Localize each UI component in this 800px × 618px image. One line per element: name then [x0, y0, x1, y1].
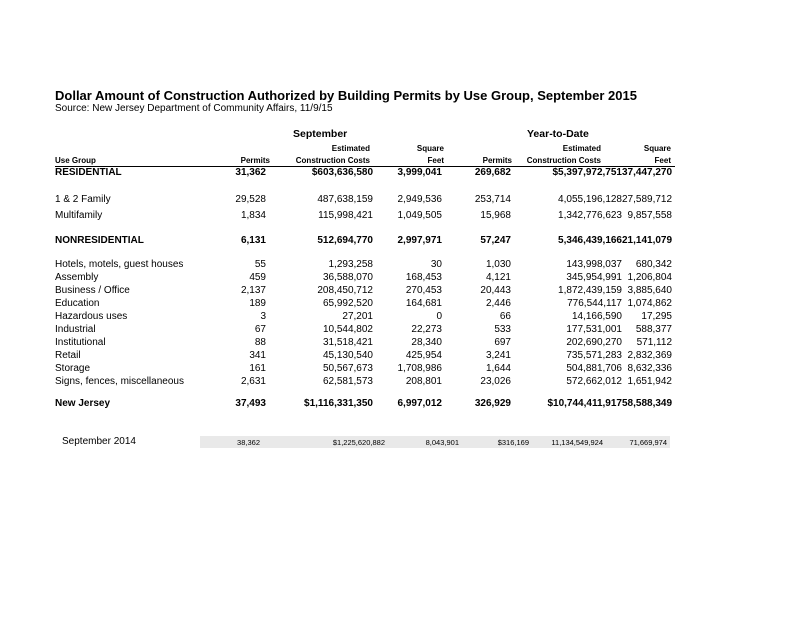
row-label: Assembly — [55, 272, 99, 283]
cell-ytd-sqft: 1,206,804 — [627, 272, 672, 283]
cell-permits: 55 — [254, 259, 266, 270]
cell-ytd-permits: 66 — [499, 311, 511, 322]
group-header-september: September — [293, 128, 348, 140]
cell-ytd-permits: 697 — [494, 337, 511, 348]
cell-sqft: 425,954 — [405, 350, 442, 361]
cell-ytd-cost: $10,744,411,917 — [547, 398, 622, 409]
table-row — [55, 376, 675, 390]
header-ytd-est-top: Estimated — [562, 144, 601, 153]
cell-cost: 65,992,520 — [322, 298, 373, 309]
cell-cost: 45,130,540 — [322, 350, 373, 361]
cell-ytd-permits: 15,968 — [480, 210, 511, 221]
cell-ytd-permits: 533 — [494, 324, 511, 335]
row-label: 1 & 2 Family — [55, 194, 111, 205]
cell-ytd-permits: 23,026 — [480, 376, 511, 387]
cell-cost: 512,694,770 — [317, 235, 373, 246]
cell-permits: 2,631 — [240, 376, 266, 387]
cell-cost: 31,518,421 — [322, 337, 373, 348]
cell-ytd-sqft: 3,885,640 — [627, 285, 672, 296]
header-ytd-sq-bottom: Feet — [654, 156, 671, 165]
cell-ytd-sqft: 8,632,336 — [627, 363, 672, 374]
table-row — [55, 285, 675, 299]
cell-cost: 115,998,421 — [318, 210, 373, 221]
cell-ytd-sqft: 17,295 — [641, 311, 672, 322]
cell-ytd-cost: 202,690,270 — [566, 337, 622, 348]
table-row — [55, 350, 675, 364]
comparison-ytd-sqft: 71,669,974 — [629, 438, 667, 447]
cell-ytd-cost: 504,881,706 — [566, 363, 622, 374]
report-source: Source: New Jersey Department of Community Affairs, 11/9/15 — [55, 103, 333, 114]
row-label: RESIDENTIAL — [55, 167, 122, 178]
cell-sqft: 6,997,012 — [397, 398, 442, 409]
cell-permits: 31,362 — [235, 167, 266, 178]
cell-ytd-sqft: 21,141,079 — [622, 235, 673, 246]
comparison-cost: $1,225,620,882 — [332, 438, 385, 447]
comparison-ytd-cost: 11,134,549,924 — [551, 438, 603, 447]
cell-ytd-permits: 1,030 — [485, 259, 511, 270]
header-est-top: Estimated — [331, 144, 370, 153]
cell-permits: 341 — [249, 350, 266, 361]
cell-permits: 2,137 — [240, 285, 266, 296]
cell-cost: $603,636,580 — [311, 167, 373, 178]
cell-permits: 3 — [260, 311, 266, 322]
cell-ytd-sqft: 27,589,712 — [622, 194, 673, 205]
table-row — [55, 363, 675, 377]
cell-ytd-sqft: 680,342 — [635, 259, 672, 270]
header-ytd-est-bottom: Construction Costs — [526, 156, 601, 165]
cell-cost: 50,567,673 — [322, 363, 373, 374]
cell-ytd-cost: $5,397,972,751 — [552, 167, 622, 178]
cell-cost: 1,293,258 — [328, 259, 373, 270]
header-permits: Permits — [240, 156, 270, 165]
cell-sqft: 164,681 — [405, 298, 442, 309]
table-row — [55, 167, 675, 181]
cell-sqft: 0 — [436, 311, 442, 322]
cell-sqft: 1,049,505 — [397, 210, 442, 221]
table-row — [55, 235, 675, 249]
cell-sqft: 1,708,986 — [397, 363, 442, 374]
comparison-sqft: 8,043,901 — [425, 438, 459, 447]
cell-ytd-cost: 776,544,117 — [567, 298, 622, 309]
row-label: NONRESIDENTIAL — [55, 235, 144, 246]
cell-cost: 487,638,159 — [317, 194, 373, 205]
cell-sqft: 3,999,041 — [397, 167, 442, 178]
table-row — [55, 311, 675, 325]
cell-sqft: 28,340 — [411, 337, 442, 348]
cell-ytd-sqft: 1,651,942 — [627, 376, 672, 387]
row-label: Hotels, motels, guest houses — [55, 259, 184, 270]
row-label: Industrial — [55, 324, 96, 335]
cell-sqft: 270,453 — [405, 285, 442, 296]
cell-cost: 10,544,802 — [322, 324, 373, 335]
row-label: Retail — [55, 350, 81, 361]
row-label: Signs, fences, miscellaneous — [55, 376, 184, 387]
comparison-label: September 2014 — [62, 436, 136, 447]
cell-ytd-sqft: 1,074,862 — [627, 298, 672, 309]
header-sq-top: Square — [416, 144, 444, 153]
row-label: New Jersey — [55, 398, 111, 409]
row-label: Hazardous uses — [55, 311, 128, 322]
cell-sqft: 2,997,971 — [397, 235, 442, 246]
cell-sqft: 168,453 — [405, 272, 442, 283]
cell-ytd-cost: 1,872,439,159 — [558, 285, 622, 296]
table-row — [55, 272, 675, 286]
cell-permits: 6,131 — [240, 235, 266, 246]
cell-ytd-permits: 253,714 — [474, 194, 511, 205]
cell-permits: 88 — [254, 337, 266, 348]
cell-ytd-cost: 177,531,001 — [566, 324, 622, 335]
cell-permits: 37,493 — [235, 398, 266, 409]
cell-ytd-permits: 326,929 — [474, 398, 511, 409]
cell-ytd-cost: 5,346,439,166 — [558, 235, 622, 246]
table-row — [55, 194, 675, 208]
cell-permits: 161 — [249, 363, 266, 374]
cell-cost: 62,581,573 — [322, 376, 373, 387]
cell-permits: 29,528 — [235, 194, 266, 205]
cell-permits: 67 — [254, 324, 266, 335]
table-row — [55, 298, 675, 312]
cell-ytd-permits: 4,121 — [485, 272, 511, 283]
table-row — [55, 259, 675, 273]
cell-sqft: 2,949,536 — [397, 194, 442, 205]
cell-ytd-sqft: 9,857,558 — [627, 210, 672, 221]
row-label: Education — [55, 298, 100, 309]
comparison-ytd-permits: $316,169 — [497, 438, 529, 447]
table-row — [55, 324, 675, 338]
cell-sqft: 22,273 — [411, 324, 442, 335]
cell-cost: $1,116,331,350 — [304, 398, 373, 409]
row-label: Institutional — [55, 337, 106, 348]
cell-ytd-sqft: 571,112 — [636, 337, 672, 348]
header-est-bottom: Construction Costs — [295, 156, 370, 165]
row-label: Business / Office — [55, 285, 130, 296]
header-ytd-sq-top: Square — [643, 144, 671, 153]
cell-ytd-permits: 2,446 — [485, 298, 511, 309]
cell-ytd-cost: 1,342,776,623 — [558, 210, 622, 221]
cell-ytd-sqft: 588,377 — [635, 324, 672, 335]
cell-ytd-permits: 57,247 — [480, 235, 511, 246]
cell-permits: 189 — [249, 298, 266, 309]
cell-ytd-cost: 14,166,590 — [571, 311, 622, 322]
header-use-group: Use Group — [55, 156, 96, 165]
report-title: Dollar Amount of Construction Authorized by Building Permits by Use Group, September 2015 — [55, 88, 637, 103]
cell-ytd-permits: 1,644 — [485, 363, 511, 374]
cell-sqft: 30 — [430, 259, 442, 270]
table-row — [55, 398, 675, 412]
group-header-ytd: Year-to-Date — [527, 128, 589, 140]
cell-cost: 36,588,070 — [322, 272, 373, 283]
cell-cost: 27,201 — [342, 311, 373, 322]
table-row — [55, 210, 675, 224]
cell-ytd-cost: 4,055,196,128 — [558, 194, 622, 205]
cell-permits: 459 — [249, 272, 266, 283]
header-sq-bottom: Feet — [427, 156, 444, 165]
cell-cost: 208,450,712 — [317, 285, 373, 296]
cell-ytd-cost: 572,662,012 — [566, 376, 622, 387]
cell-ytd-cost: 143,998,037 — [566, 259, 622, 270]
cell-ytd-permits: 269,682 — [474, 167, 511, 178]
cell-ytd-sqft: 2,832,369 — [627, 350, 672, 361]
row-label: Storage — [55, 363, 91, 374]
comparison-permits: 38,362 — [237, 438, 260, 447]
header-ytd-permits: Permits — [482, 156, 512, 165]
cell-ytd-permits: 20,443 — [480, 285, 511, 296]
comparison-row — [55, 436, 675, 450]
cell-ytd-cost: 345,954,991 — [566, 272, 622, 283]
cell-ytd-cost: 735,571,283 — [566, 350, 622, 361]
cell-sqft: 208,801 — [405, 376, 442, 387]
cell-ytd-sqft: 58,588,349 — [622, 398, 673, 409]
cell-permits: 1,834 — [240, 210, 266, 221]
row-label: Multifamily — [55, 210, 103, 221]
cell-ytd-permits: 3,241 — [485, 350, 511, 361]
cell-ytd-sqft: 37,447,270 — [622, 167, 673, 178]
table-row — [55, 337, 675, 351]
